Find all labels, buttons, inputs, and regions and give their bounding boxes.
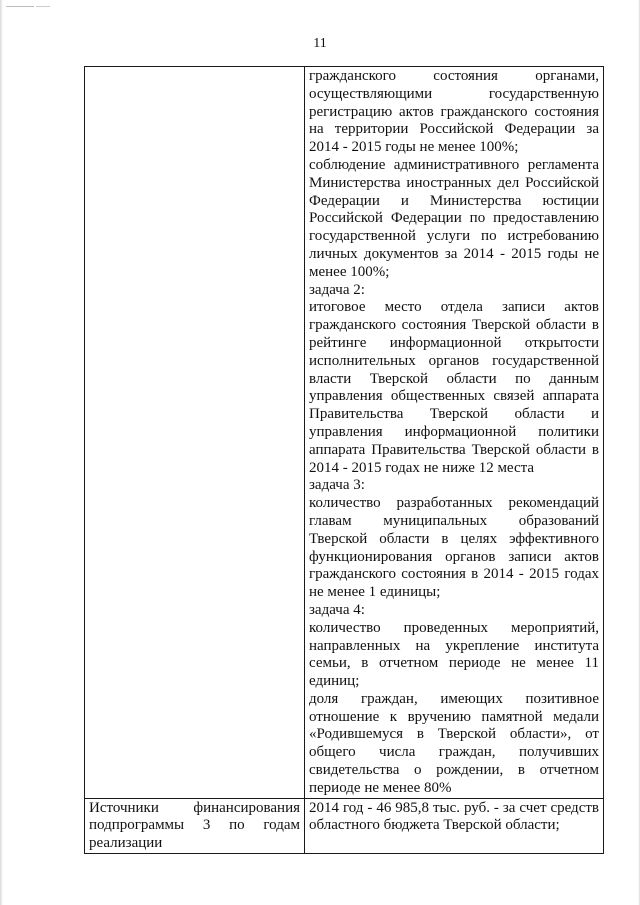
funding-value-cell — [305, 798, 604, 853]
indicator-paragraph: доля граждан, имеющих позитивное отношение к вручению памятной медали «Родившемуся в Тверской области», от общего числа граждан, получивших свидетельства о рождении, в отчетном периоде не менее 80% — [309, 690, 599, 796]
indicator-paragraph: гражданского состояния органами, осуществляющими государственную регистрацию актов гражданского состояния на территории Российской Федерации за 2014 - 2015 годы не менее 100%; — [309, 68, 599, 156]
indicator-paragraph: соблюдение административного регламента Министерства иностранных дел Российской Федерации и Министерства юстиции Российской Федерации по предоставлению государственной услуги по истребованию личных документов за 2014 - 2015 годы не менее 100%; — [309, 156, 599, 280]
funding-label-line: Источники финансирования — [89, 799, 300, 816]
task-heading: задача 2: — [309, 281, 365, 298]
page-number: 11 — [313, 36, 327, 51]
funding-label-line: подпрограммы 3 по годам — [89, 817, 300, 834]
indicators-cell — [305, 67, 604, 799]
task-heading: задача 3: — [309, 477, 365, 494]
scan-edge-left — [0, 0, 3, 905]
table-row — [85, 67, 604, 799]
table-cell-left-empty — [85, 67, 305, 799]
funding-value: 2014 год - 46 985,8 тыс. руб. - за счет средств областного бюджета Тверской области; — [309, 799, 599, 834]
indicator-paragraph: количество проведенных мероприятий, направленных на укрепление института семьи, в отчетном периоде не менее 11 единиц; — [309, 619, 599, 690]
scan-mark — [36, 6, 50, 7]
table-row — [85, 798, 604, 853]
indicator-paragraph: количество разработанных рекомендаций главам муниципальных образований Тверской области в целях эффективного функционирования органов записи актов гражданского состояния в 2014 - 2015 годах не менее 1 единицы; — [309, 495, 599, 601]
subprogram-table — [84, 66, 604, 854]
task-heading: задача 4: — [309, 601, 365, 618]
funding-label-line: реализации — [89, 835, 163, 852]
scan-mark — [6, 6, 34, 7]
funding-label-cell — [85, 798, 305, 853]
indicator-paragraph: итоговое место отдела записи актов гражданского состояния Тверской области в рейтинге информационной открытости исполнительных органов государственной власти Тверской области по данным управления общественных связей аппарата Правительства Тверской области и управления информационной политики аппарата Правительства Тверской области в 2014 - 2015 годах не ниже 12 места — [309, 299, 599, 476]
